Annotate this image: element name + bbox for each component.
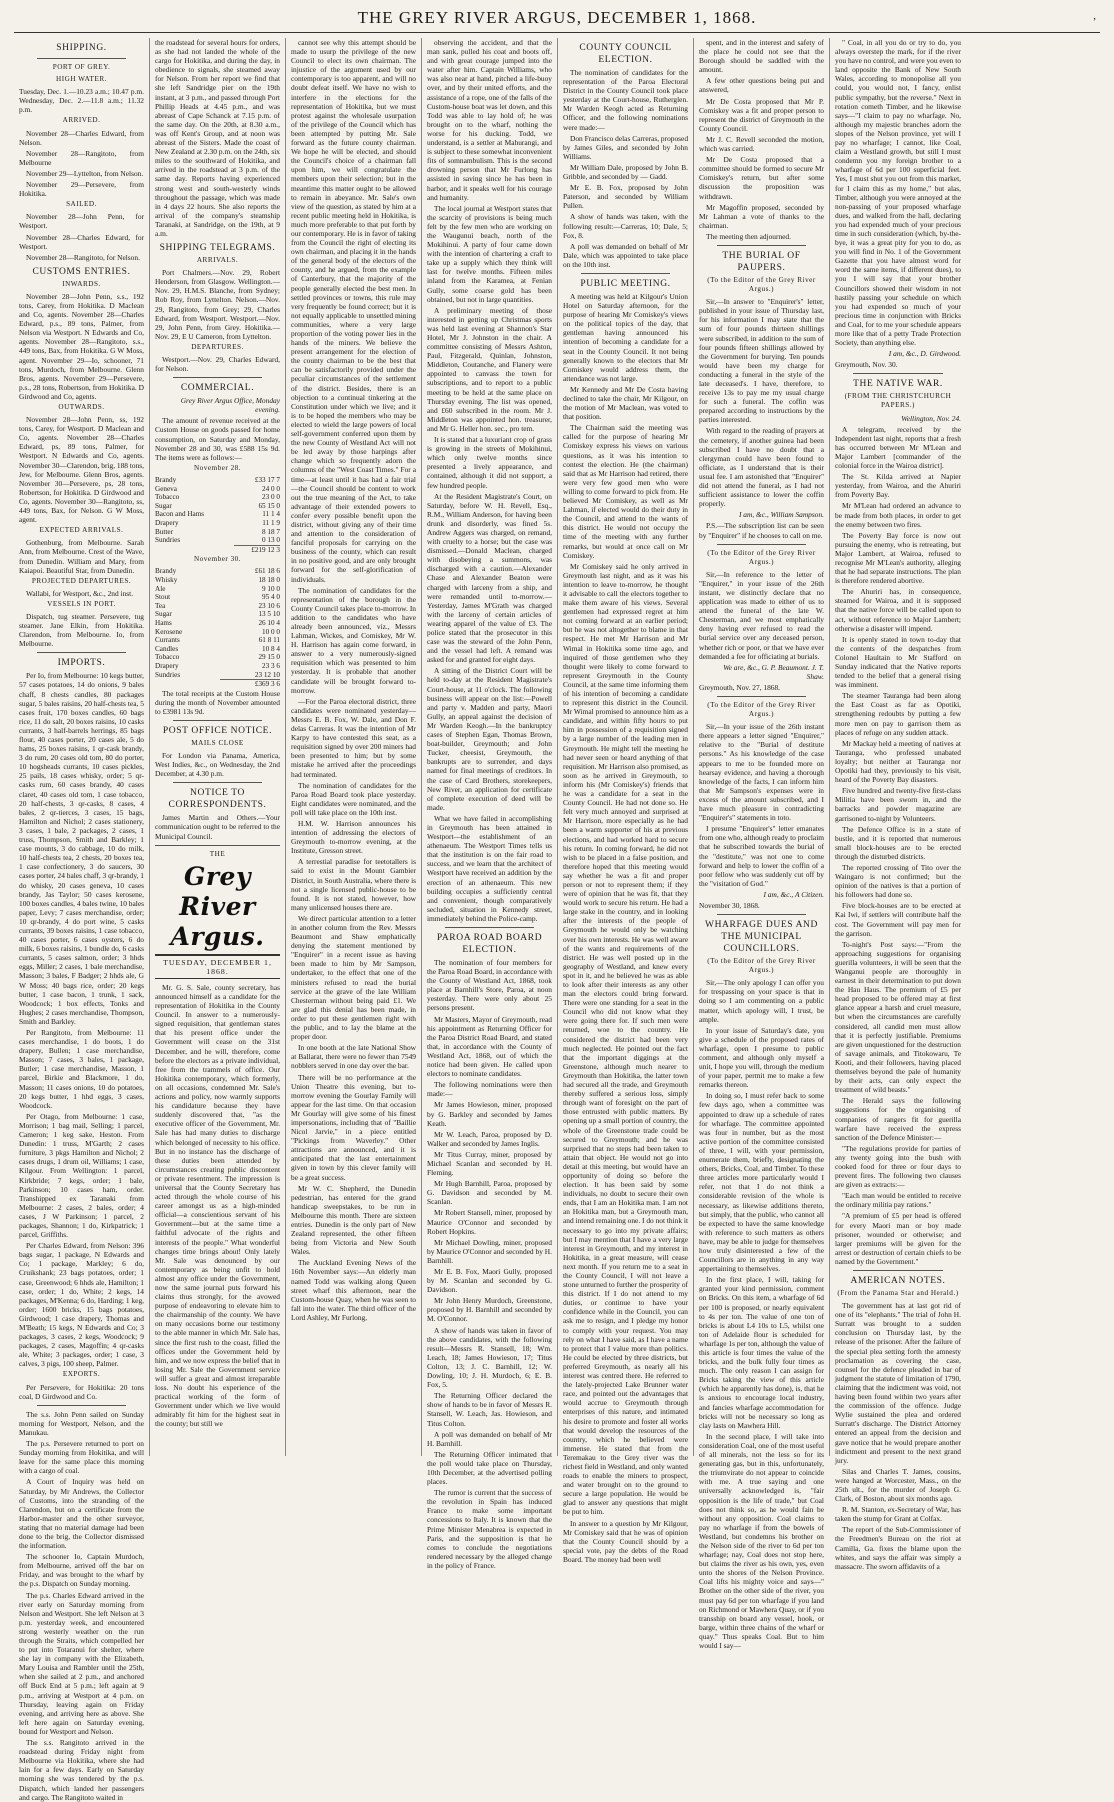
item-name: Candles — [155, 644, 179, 653]
wharfage-heading: WHARFAGE DUES AND THE MUNICIPAL COUNCILLORS. — [705, 920, 818, 955]
shipping-news-continued: the roadstead for several hours for orders, as she had not landed the whole of the cargo for Hokitika, and during the day, in obedience to signals, she steamed away for Nelson. From her report we find that she left Sandridge pier on the 19th instant, at 3 p.m., and passed through Port Phillip Heads at 4.45 p.m., and was abreast of Cape Schanck at 7.15 p.m. of the same day. On the 20th, at 8.30 a.m., was off Kent's Group, and at noon was abreast of the Sisters. Made the coast of New Zealand at 2.30 p.m. on the 24th, six miles to the southward of Hokitika, and arrived in the roadstead at 3 p.m. of the same day. Reports having experienced strong west and south-westerly winds throughout the passage, which was made in 4 days 22 hours. She also reports the arrival of the company's steamship Taranaki, at Sandridge, on the 19th, at 9 a.m. — [155, 38, 280, 238]
letter-paragraph: In doing so, I must refer back to some few days ago, when a committee was appointed to draw up a schedule of rates for wharfage. The committee appointed was four in number, but as the most active portion of the committee consisted of three, I will, with your permission, enumerate them, briefly, designating the others, Bricks, Coal, and Timber. To these three articles more particularly would I refer, not that I do not think a considerable revision of the whole is necessary, as likewise additions thereto, but simply, that the public, who cannot all be expected to have the same knowledge with reference to such matters as others have, may be able to judge for themselves how truly disinterested a few of the Councillors are in anything in any way appertaining to themselves. — [699, 1091, 824, 1274]
american-notes-source: (From the Panama Star and Herald.) — [837, 1289, 959, 1297]
article-paragraph: It is openly stated in town to-day that the contents of the despatches from Colonel Haultain to Mr Stafford on Sunday indicated that the Native reports tended to the belief that a general rising was imminent. — [835, 634, 961, 690]
item-name: Tobacco — [155, 493, 180, 502]
imports-text: Per Charles Edward, from Nelson: 396 bags sugar, 1 package, N Edwards and Co; 1 package, Markley; 6 do, Cruikshank; 23 bags potatoes, order; 1 case, Greenwood; 6 hhds ale, Hamilton; 1 case, order; 1 do, White; 2 kegs, 14 packages, M'Kenna; 6 do, Harding; 1 keg, order; 1600 bricks, 15 bags potatoes, Girdwood; 1 case drapery, Thomas and M'Beath; 15 kegs, N Edwards and Co; 3 packages, 3 cases, 2 kegs, Woodcock; 9 packages, 2 cases, Magoffin; 4 qr-casks ale, White; 3 packages, order; 1 case, 3 calves, 3 pigs, 100 sheep, Palmer. — [19, 1241, 144, 1369]
item-name: Sugar — [155, 501, 172, 510]
item-name: Kerosene — [155, 627, 183, 636]
table-row — [155, 593, 280, 602]
article-paragraph: H.M. W. Harrison announces his intention of addressing the electors of Greymouth to-morrow evening, at the Institute, Gresson street. — [291, 818, 416, 856]
item-amount: 10 8 4 — [262, 644, 280, 653]
telegram-departures: Westport.—Nov. 29, Charles Edward, for Nelson. — [155, 355, 280, 374]
shipping-news: The schooner Io, Captain Murdoch, from Melbourne, arrived off the bar on Friday, and was brought to the wharf by the p.s. Dispatch on Sunday morning. — [19, 1552, 144, 1589]
signature: I am, &c., A Citizen. — [763, 889, 824, 899]
article-paragraph: R. M. Stanton, ex-Secretary of War, has taken the stump for Grant at Colfax. — [835, 1505, 961, 1524]
divider — [853, 1270, 943, 1271]
item-name: Currants — [155, 636, 180, 645]
letter-paragraph: I presume "Enquirer's" letter emanates from one who, although ready to proclaim that he subscribed towards the burial of the "destitute," was not one to come forward and help to lower the coffin of a poor fellow who was suddenly cut off by the "visitation of God." — [699, 824, 824, 888]
table-row — [155, 610, 280, 619]
paupers-heading: THE BURIAL OF PAUPERS. — [722, 250, 801, 273]
item-name: Sundries — [155, 536, 181, 545]
revenue-table-nov28 — [155, 476, 280, 554]
table-row — [155, 485, 280, 494]
article-paragraph: Mr W. Leach, Paroa, proposed by D. Walker and seconded by James Inglis. — [427, 1129, 552, 1148]
shipping-news: The s.s. John Penn sailed on Sunday morning for Westport, Nelson, and the Manukau. — [19, 1409, 144, 1437]
article-paragraph: Mr De Costa proposed that Mr P. Comiskey was a fit and proper person to represent the district of Greymouth in the County Council. — [699, 96, 824, 133]
imports-text: Per Io, from Melbourne: 10 kegs butter, 57 cases potatoes, 14 do onions, 9 bales chaff, 8 chests candles, 80 packages sugar, 5 bales raisins, 20 half-chests tea, 5 cases fruit, 170 boxes candles, 60 bags rice, 11 do salt, 20 boxes raisins, 10 casks currants, 3 half-barrels herrings, 85 bags flour, 40 cases porter, 20 cases ale, 5 do hams, 25 boxes raisins, 1 qr-cask brandy, 3 do rum, 20 cases old tom, 80 do porter, 10 hogsheads currants, 10 cases pickles, 25 pails, 18 cases whisky, order; 5 qr-casks rum, 60 cases brandy, 40 cases claret, 40 cases old tom, 1 case tobacco, 20 half-chests, 3 qr-casks, 8 cases, 4 bales, 2 qr-tierces, 3 cases, 15 bags, Hamilton and Nichol; 2 cases stationery, 3 cases, 1 bale, 2 packages, 2 cases, 1 truss, Thompson, Smith and Barkley; 1 case mounts, 3 do cabbage, 10 do milk, 10 half-chests tea, 2 chests, 20 boxes tea, 1 case confectionery, 3 do saucers, 30 cases porter, 24 bales chaff, 3 qr-brandy, 1 do whisky, 20 cases geneva, 10 cases brandy, Jas Taylor; 50 cases kerosene, 100 boxes candles, 4 bales twine, 10 bales paper, Levy; 7 cases merchandise, order; 10 qr-brandy, 4 do port wine, 5 casks currants, 39 boxes raisins, 1 case tobacco, 40 cases porter, 6 cases oysters, 6 do milk, 6 boxes raisins, 1 bundle do, 6 casks currants, 5 cases salmon, order; 3 hhds eggs, Miller; 2 cases, 1 bale merchandise, Masson; 3 bales, F Badger; 2 hhds ale, G W Moss; 40 bags rice, order; 20 kegs butter, 1 case bacon, 1 trunk, 1 sack, Woodcock; 1 box effects, Tonks and Hughes; 2 cases merchandise, Thompson, Smith and Barkley. — [19, 671, 145, 1026]
item-amount: 23 10 6 — [258, 601, 280, 610]
expected-heading: EXPECTED ARRIVALS. — [39, 526, 124, 535]
customs-heading: CUSTOMS ENTRIES. — [32, 266, 131, 277]
native-war-source: (FROM THE CHRISTCHURCH PAPERS.) — [844, 392, 952, 410]
table-row — [155, 502, 280, 511]
item-name: Ale — [155, 584, 166, 593]
arrivals-heading: ARRIVALS. — [196, 256, 239, 265]
article-paragraph: Mr James Howieson, miner, proposed by G. Barkley and seconded by James Keath. — [427, 1100, 552, 1128]
article-paragraph: A few other questions being put and answered, — [699, 76, 824, 95]
list-item: November 28—Charles Edward, from Nelson. — [19, 128, 144, 147]
arrived-heading: ARRIVED. — [62, 116, 101, 125]
article-paragraph: "Each man would be entitled to receive the ordinary militia pay rations." — [835, 1191, 961, 1210]
outwards-entries: November 28—John Penn, ss, 192 tons, Carey, for Westport. D Maclean and Co, agents. November 28—Charles Edward, ps, 89 tons, Palmer, for Westport. N Edwards and Co, agents. November 30—Clarendon, brig, 188 tons, Jew, for Melbourne. Glenn Bros, agents. November 30—Persevere, ps, 28 tons, Robertson, for Hokitika. D Girdwood and Co, agents. November 30—Rangitoto, ss, 449 tons, Bax, for Nelson. G W Moss, agent. — [19, 415, 145, 525]
table-row — [155, 510, 280, 519]
article-paragraph: Mr M'Lean had ordered an advance to be made from both places, in order to get the enemy between two fires. — [835, 501, 961, 529]
item-name: Whisky — [155, 575, 178, 584]
article-paragraph: A telegram, received by the Independent last night, reports that a fresh has occurred between Mr M'Lean and Major Lambert [commander of the colonial force in the Wairoa district]. — [835, 424, 961, 471]
editor-line: (To the Editor of the Grey River Argus.) — [707, 701, 816, 719]
divider — [717, 696, 806, 697]
article-paragraph: Mr John Henry Murdoch, Greenstone, proposed by H. Barnhill and seconded by M. O'Connor. — [427, 1296, 552, 1324]
item-amount: 61 8 11 — [258, 636, 280, 645]
article-paragraph: The St. Kilda arrived at Napier yesterday, from Wairoa, and the Ahuriri from Poverty Bay. — [835, 472, 961, 500]
table-row — [155, 493, 280, 502]
editor-line: (To the Editor of the Grey River Argus.) — [707, 275, 816, 294]
item-amount: 11 1 4 — [262, 510, 280, 519]
article-paragraph: The rumor is current that the success of the revolution in Spain has induced France to make some important concessions to Italy. It is known that the Prime Minister Menabrea is expected in Paris, and the supposition is that he comes to conclude the negotiations rendered necessary by the alleged change in the policy of France. — [427, 1488, 552, 1570]
table-row — [155, 476, 280, 485]
departures-heading: DEPARTURES. — [191, 342, 244, 351]
imports-text: Per Rangitoto, from Melbourne: 11 cases merchandise, 1 do boots, 1 do drapery, Bullen; 1 case merchandise, Masson; 7 cases, 3 bales, 1 package, Butler; 1 case merchandise, Masson, 1 parcel, Birkie and Blackmore, 1 do, Masson; 11 cases onions, 10 do potatoes, 20 kegs butter, 1 hhd eggs, 3 cases, Woodcock. — [19, 1028, 144, 1110]
office-dateline: Grey River Argus Office, Monday evening. — [180, 396, 280, 415]
article-paragraph: The Returning Officer declared the show of hands to be in favor of Messrs R. Stansell, W. Leach, Jas. Howieson, and Titus Colton. — [427, 1391, 552, 1428]
article-paragraph: In one booth at the late National Show at Ballarat, there were no fewer than 7549 nobblers served in one day over the bar. — [291, 1043, 416, 1071]
table-row — [155, 671, 280, 680]
native-war-dateline: Wellington, Nov. 24. — [901, 413, 961, 423]
divider — [717, 914, 806, 915]
item-name: Geneva — [155, 484, 177, 493]
commercial-heading: COMMERCIAL. — [180, 383, 255, 394]
american-notes-heading: AMERICAN NOTES. — [850, 1276, 946, 1286]
public-meeting-heading: PUBLIC MEETING. — [580, 278, 671, 289]
article-paragraph: Mr Magoffin proposed, seconded by Mr Lahman a vote of thanks to the chairman. — [699, 202, 824, 230]
divider — [37, 652, 126, 653]
letter-paragraph: Sir,—In answer to "Enquirer's" letter, published in your issue of Thursday last, for his information I may state that the sum of four pounds thirteen shillings were subscribed, in addition to the sum of four pounds fifteen shillings allowed by the Government for burying. Ten pounds would have been my charge for conducting a funeral in the style of the late deceased's. I have, therefore, to receive 13s to pay me my usual charge for such a funeral. The coffin was prepared according to instructions by the parties interested. — [699, 297, 824, 425]
list-item: November 28—Rangitoto, for Nelson. — [26, 252, 140, 262]
article-paragraph: The government has at last got rid of one of its "elephants." The trial of John H. Surratt was brought to a sudden conclusion on Thursday last, by the release of the prisoner. After the failure of the special plea setting forth the amnesty proclamation as covering the case, counsel for the defence pleaded in bar of judgment the statute of limitation of 1790, claiming that the indictment was void, not having been found within two years after the commission of the offence. Judge Wylie sustained the plea and ordered Surratt's discharge. The District Attorney entered an appeal from the decision and gave notice that he would prepare another indictment and present to the next grand jury. — [835, 1301, 961, 1465]
article-paragraph: The following nominations were then made:— — [427, 1080, 552, 1099]
letter-paragraph: With regard to the reading of prayers at the cemetery, if another guinea had been subscribed I have no doubt that a clergyman could have been found to officiate, as I understand that is their usual fee. I am astonished that "Enquirer" did not attend the funeral, as I had not sufficient assistance to lower the coffin properly. — [699, 426, 824, 509]
item-amount: 9 10 0 — [262, 584, 280, 593]
revenue-intro: The amount of revenue received at the Custom House on goods passed for home consumption, on Saturday and Monday, November 28 and 30, was £588 15s 9d. The items were as follows:— — [155, 416, 280, 462]
shipping-heading: SHIPPING. — [56, 43, 107, 53]
item-amount: 23 3 6 — [262, 661, 280, 670]
letter-date: November 30, 1868. — [699, 900, 760, 910]
item-name: Tobacco — [155, 653, 180, 662]
column-2 — [150, 38, 286, 1456]
article-paragraph: Mr Mackay held a meeting of natives at Tauranga, who professed unabated loyalty; but neither at Tauranga nor Opotiki had they, previously to his visit, heard of the Poverty Bay disasters. — [835, 738, 961, 785]
article-paragraph: The reported crossing of Tito over the Waingaro is not confirmed; but the opinion of the natives is that a portion of his followers had done so. — [835, 862, 961, 900]
projected-departures: Wallabi, for Westport, &c., 2nd inst. — [26, 588, 134, 598]
article-paragraph: Mr Masters, Mayor of Greymouth, read his appointment as Returning Officer for the Paroa District Road Board, and stated that, in accordance with the County of Westland Act, 1868, out of which the notice had been given. He called upon electors to nominate candidates. — [427, 1014, 552, 1079]
imports-text: Per Otago, from Melbourne: 1 case, Morrison; 1 bag mail, Selling; 1 parcel, Cameron; 1 keg sake, Heston. From Dunedin: 1 truss, M'Garth; 2 cases furniture, 3 pkgs Hamilton and Nichol; 2 cases drugs, 1 drum oil, Williams; 1 case, Kilgour. From Wellington: 1 parcel, Kirkbride; 7 kegs, order; 1 bale, Parkinson; 10 cases ham, order. Transhipped ex Taranaki from Melbourne: 2 cases, 2 bales, order; 4 cases, J W Parkinson; 1 parcel, 2 packages, Shannon; 1 do, Kirkpatrick; 1 parcel, Griffiths. — [19, 1111, 144, 1240]
letter-paragraph: In the second place, I will take into consideration Coal, one of the most useful of all minerals, not the less so for its generating gas, but in this, unfortunately, the triumvirate do not appear to coincide with me. A true saying and one universally acknowledged is, "fair opposition is the life of trade," but Coal does not think so, as he would fain be without any opposition. Coal claims to pay no wharfage if from the bowels of Westland, but condemns his brother on the Nelson side of the river to 6d per ton wharfage; nay, Coal does not stop here, but claims the river as his own, yes, even unto the shores of the Nelson Province. Coal lifts his mighty voice and says—" Brother on the other side of the river, you must pay 6d per ton wharfage if you land on Richmond or Mawhera Quay, or if you transship on board any vessel, hook, or barge, within three chains of the wharf or quay." Thus speaks Coal. But to him would I say— — [699, 1431, 824, 1650]
table-row — [155, 567, 280, 576]
post-office-heading: POST OFFICE NOTICE. — [162, 725, 273, 736]
column-7 — [830, 38, 966, 1571]
total-amount: £219 12 3 — [234, 545, 280, 554]
divider — [717, 245, 806, 246]
table-row — [155, 645, 280, 654]
list-item: November 29—Persevere, from Hokitika. — [19, 180, 144, 199]
article-paragraph: The nomination of four members for the Paroa Road Board, in accordance with the County of Westland Act, 1868, took place at Barnhill's Store, Paroa, at noon yesterday. There were only about 25 persons present. — [427, 958, 552, 1013]
article-paragraph: A terrestial paradise for teetotallers is said to exist in the Mount Gambier District, in South Australia, where there is not a single licensed public-house to be found. It is not stated, however, how many unlicensed houses there are. — [291, 857, 416, 912]
county-council-heading: COUNTY COUNCIL ELECTION. — [579, 43, 672, 65]
shipping-news: The p.s. Charles Edward arrived in the river early on Saturday morning from Nelson and Westport. She left Nelson at 3 p.m. yesterday week, and encountered strong westerly weather on the run through the Straits, which compelled her to put into Totaranui for shelter, where she lay in company with the Elizabeth, Mary Louisa and Rambler until the 25th, when she sailed at 2 p.m., and anchored off Buck End at 5 p.m.; left again at 9 p.m., arriving at Westport at 4 p.m. on Thursday, leaving again on Friday evening, and arriving here as above. She left here again on Saturday evening, bound for Westport and Nelson. — [19, 1590, 144, 1736]
total-amount: £369 3 6 — [220, 680, 280, 689]
article-paragraph: The nomination of candidates for the representation of the Paroa Electoral District in the County Council took place yesterday at the Court-house, Rutherglen. Mr Warden Keogh acted as Returning Officer, and the following nominations were made:— — [563, 68, 688, 132]
article-paragraph: It is stated that a luxuriant crop of grass is growing in the streets of Mokihinui, which only twelve months since presented a lively appearance, and contained, although it did not support, a few hundred people. — [427, 435, 552, 490]
high-water-times: Tuesday, Dec. 1.—10.23 a.m.; 10.47 p.m. Wednesday, Dec. 2.—11.8 a.m.; 11.32 p.m. — [19, 87, 144, 115]
column-4 — [422, 38, 558, 1570]
editor-line: (To the Editor of the Grey River Argus.) — [707, 957, 816, 975]
correspondents-notice: James Martin and Others.—Your communication ought to be referred to the Municipal Council. — [155, 813, 280, 841]
item-amount: 29 15 0 — [258, 653, 280, 662]
table-row — [155, 662, 280, 671]
item-amount: 95 4 0 — [262, 593, 280, 602]
table-row — [155, 602, 280, 611]
table-row — [155, 536, 280, 545]
postscript: P.S.—The subscription list can be seen by "Enquirer" if he chooses to call on me. — [699, 521, 824, 540]
article-paragraph: Mr Michael Dowling, miner, proposed by Maurice O'Connor and seconded by H. Barnhill. — [427, 1237, 552, 1265]
article-paragraph: Five block-houses are to be erected at Kai Iwi, if settlers will contribute half the cost. The Government will pay men for the garrison. — [835, 901, 961, 938]
article-paragraph: The Ahuriri has, in consequence, steamed for Wairoa, and it is supposed that the native force will be called upon to act, without reference to Major Lambert; otherwise a disaster will impend. — [835, 587, 961, 633]
item-amount: 8 18 7 — [262, 527, 280, 536]
table-row — [155, 636, 280, 645]
shipping-news: The p.s. Persevere returned to port on Sunday morning from Hokitika, and will leave for the same place this morning with a cargo of coal. — [19, 1439, 144, 1476]
newspaper-page — [14, 38, 1102, 1802]
item-amount: 0 13 0 — [262, 536, 280, 545]
column-5 — [558, 38, 694, 1564]
nov28-heading: November 28. — [193, 463, 242, 472]
shipping-news: The s.s. Rangitoto arrived in the roadstead during Friday night from Melbourne via Hokitika, where she had lain for a few days. Early on Saturday morning she was tendered by the p.s. Dispatch, which landed her passengers and cargo. The Rangitoto waited in — [19, 1738, 144, 1802]
article-paragraph: A meeting was held at Kilgour's Union Hotel on Saturday afternoon, for the purpose of hearing Mr Comiskey's views on the political topics of the day, that gentleman having announced his intention of becoming a candidate for a seat in the County Council. It not being generally known to the electors that Mr Comiskey would address them, the attendance was not large. — [563, 291, 688, 383]
correspondents-heading: NOTICE TO CORRESPONDENTS. — [168, 788, 267, 811]
item-name: Sugar — [155, 610, 172, 619]
article-paragraph: What we have failed in accomplishing in Greymouth has been attained in Westport—the establishment of an athenaeum. The Westport Times tells us that the institution is on the fair road to success, and we learn that the architect of Westport have received an addition by the erection of an athenaeum. This new building occupies a sufficiently central and convenient, though comparatively secluded, situation in Kennedy street, immediately behind the Police-camp. — [427, 813, 552, 923]
table-row — [155, 628, 280, 637]
signature: I am, &c., D. Girdwood. — [888, 349, 961, 359]
item-amount: 13 5 10 — [258, 610, 280, 619]
projected-heading: PROJECTED DEPARTURES. — [31, 576, 132, 585]
article-paragraph: Mr E. B. Fox, Maori Gully, proposed by M. Scanlan and seconded by G. Davidson. — [427, 1267, 552, 1295]
article-paragraph: The Poverty Bay force is now out pursuing the enemy, who is retreating, but Major Lambert, at Wairoa, refused to recognise Mr M'Lean's authority, alleging that he had separate instructions. The plan is therefore rendered abortive. — [835, 530, 961, 586]
table-total-row — [155, 680, 280, 689]
item-amount: 11 1 9 — [262, 518, 280, 527]
item-amount: 24 0 0 — [262, 484, 280, 493]
article-paragraph: Mr De Costa proposed that a committee should be formed to secure Mr Comiskey's return, but after some discussion the proposition was withdrawn. — [699, 155, 824, 201]
column-1 — [14, 38, 150, 1802]
divider — [581, 273, 670, 274]
table-row — [155, 653, 280, 662]
article-paragraph: observing the accident, and that the man sank, pulled his coat and boots off, and with great courage jumped into the water after him. Captain Williams, who was also near at hand, pitched a life-buoy over, and by their united efforts, and the assistance of a rope, one of the falls of the Custom-house boat was let down, and this Todd was able to lay hold of; he was brought on to the wharf, nothing the worse for his ducking. Todd, we understand, is a settler at Mahurangi, and is subject to these somewhat inconvenient fits of somnambulism. This is the second drowning person that Mr Furlong has assisted in saving since he has been in harbor, and it speaks well for his courage and humanity. — [427, 38, 553, 202]
article-paragraph: —For the Paroa electoral district, three candidates were nominated yesterday—Messrs E. B. Fox, W. Dale, and Don F. delas Carreras. It was the intention of Mr Karpy to have contested this seat, as a requisition signed by over 200 miners had been presented to him; but by some mistake he arrived after the proceedings had terminated. — [291, 696, 416, 779]
article-paragraph: The Returning Officer intimated that the poll would take place on Thursday, 10th December, at the advertised polling places. — [427, 1449, 552, 1487]
post-office-notice: For London via Panama, America, West Indies, &c., on Wednesday, the 2nd December, at 4.30 p.m. — [155, 751, 280, 779]
table-row — [155, 576, 280, 585]
article-paragraph: Mr Hugh Barnhill, Paroa, proposed by G. Davidson and seconded by M. Scanlan. — [427, 1179, 552, 1207]
item-name: Brandy — [155, 567, 177, 576]
article-paragraph: Mr E. B. Fox, proposed by John Paterson, and seconded by William Pullen. — [563, 183, 688, 211]
article-paragraph: A preliminary meeting of those interested in getting up Christmas sports was held last evening at Shannon's Star Hotel, Mr J. Johnston in the chair. A committee consisting of Messrs Ashton, Paul, Fitzgerald, Quinlan, Johnston, Middleton, Coutanche, and Flanery were appointed to canvass the town for subscriptions, and to report to a public meeting to be held at the same place on Thursday evening. The list was opened, and £60 subscribed in the room. Mr J. Middleton was appointed hon. treasurer, and Mr G. Heller hon. sec., pro tem. — [427, 305, 552, 433]
article-paragraph: Mr William Dale, proposed by John B. Gribble, and seconded by — Gadd. — [563, 162, 688, 182]
item-name: Brandy — [155, 475, 177, 484]
article-paragraph: The Herald says the following suggestions for the organising of companies of rangers fit for guerilla warfare have received the express sanction of the Defence Minister:— — [835, 1096, 961, 1142]
total-label-cell — [155, 545, 234, 554]
sailed-heading: SAILED. — [66, 200, 97, 209]
table-row — [155, 619, 280, 628]
outwards-heading: OUTWARDS. — [58, 403, 105, 411]
imports-heading: IMPORTS. — [57, 658, 106, 669]
article-paragraph: cannot see why this attempt should be made to usurp the privilege of the new Council to elect its own chairman. The injustice of the argument used by our contemporary is too apparent, and will no doubt defeat itself. We have no wish to interfere in the elections for the representation of Hokitika, but we must protest against the wholesale usurpation of the privilege of the Council which has been attempted by putting Mr. Sale forward as the future county chairman. We hope he will be elected, and should the Council's choice of a chairman fall upon him, we will congratulate the members upon their selection; but in the meantime this matter ought to be allowed to remain in abeyance. Mr. Sale's own view of the question, as stated by him at a recent public meeting held in Hokitika, is much more preferable to that put forth by our contemporary. He is in favor of taking from the Council the right of electing its own chairman, and placing it in the hands of the general body of the electors of the county, and he argued, from the example of Canterbury, that the majority of the people generally elected the best men. In settled provinces or towns, this rule may very frequently be found correct; but it is not equally applicable to unsettled mining communities, where a very large proportion of the voting power lies in the hands of the miners. We believe the present arrangement for the election of the county chairman to be the best that can be satisfactorily provided under the peculiar circumstances of the settlement of the district. Besides, there is an objection to a continual tinkering at the Constitution under which we live; and it is to be hoped the members who may be elected to wield the large powers of local self-government conferred upon them by the new County of Westland Act will not be led away by those harpings after change which so frequently adorn the columns of the "West Coast Times." For a time—at least until it has had a fair trial—the Council should be content to work out the true meaning of the Act, to take advantage of their extended powers to confer every possible benefit upon the district, without giving any of their time and attention to the consideration of fanciful proposals for carrying on the business of the county, which can result in no positive good, and are only brought forward for the self-glorification of individuals. — [291, 38, 416, 584]
port-heading: PORT OF GREY. — [52, 63, 111, 71]
exports-text: Per Persevere, for Hokitika: 20 tons coal, D Girdwood and Co. — [19, 1382, 144, 1401]
article-paragraph: The local journal at Westport states that the scarcity of provisions is being much felt by the few men who are working on the Waugunui beach, north of the Mokihinui. A party of four came down with the intention of chartering a craft to take up a supply which they think will last for twelve months. Fifteen miles inland from the Karamea, at Fenian Gully, some coarse gold has been obtained, but not in large quantities. — [427, 203, 552, 304]
table-row — [155, 585, 280, 594]
item-amount: 23 12 10 — [254, 670, 280, 679]
article-paragraph: The report of the Sub-Commissioner of the Freedmen's Bureau on the riot at Camilla, Ga. fixes the blame upon the whites, and says the affair was simply a massacre. The sworn affidavits of a — [835, 1525, 961, 1571]
article-paragraph: Mr Kennedy and Mr De Costa having declined to take the chair, Mr Kilgour, on the motion of Mr Maclean, was voted to that position. — [563, 384, 688, 422]
item-amount: 65 15 0 — [258, 501, 280, 510]
article-paragraph: At the Resident Magistrate's Court, on Saturday, before W. H. Revell, Esq., R.M., William Anderson, for having been drunk and disorderly, was fined 5s. Andrew Aggers was charged, on remand, with cruelty to a horse; but the case was dismissed.—Donald Maclean, charged with disobeying a summons, was discharged with a caution.—Alexander Chase and Alexander Beaton were charged with larceny from a ship, and were remanded until to-morrow.—Yesterday, James M'Grath was charged with the larceny of certain articles of wearing apparel of the value of £3. The police stated that the prosecutor in this case was the steward of the John Penn, and the vessel had left. A remand was asked for and granted for eight days. — [427, 491, 552, 665]
item-name: Drapery — [155, 661, 179, 670]
article-paragraph: There will be no performance at the Union Theatre this evening, but to-morrow evening the Gourlay Family will appear for the last time. On that occasion Mr Gourlay will give some of his finest impersonations, including that of "Baillie Nicol Jarvie," in a piece entitled "Pickings from Waverley." Other attractions are announced, and it is anticipated that the last entertainment given in town by this clever family will be a great success. — [291, 1072, 416, 1182]
page-title: THE GREY RIVER ARGUS, DECEMBER 1, 1868. — [357, 8, 757, 27]
total-label-cell — [155, 680, 220, 689]
divider — [173, 377, 262, 378]
telegrams-heading: SHIPPING TELEGRAMS. — [159, 243, 276, 254]
leading-article: Mr. G. S. Sale, county secretary, has announced himself as a candidate for the representation of Hokitika in the County Council. In answer to a numerously-signed requisition, that gentleman states that his present office under the Government will cease on the 31st December, and he will, therefore, come before the electors as a private individual, free from the trammels of office. Our Hokitika contemporary, which formerly, on all occasions, condemned Mr. Sale's actions and policy, now warmly supports his candidature because they have suddenly discovered that, "as the executive officer of the Government, Mr. Sale has had many duties to discharge which belonged of necessity to his office. But in no instance has the discharge of these duties been attended by circumstances creating public discontent or private resentment. The impression is universal that the County Secretary has acted through the whole course of his career amongst us as a high-minded official—a conscientious servant of his Government—but at the same time a faithful advocate of the rights and interests of the people." What wonderful changes time brings about! Only lately Mr. Sale was denounced by our contemporary as being unfit to hold almost any office under the Government, now the same journal puts forward his claims thus strongly, for the avowed purpose of endeavoring to elevate him to the chairmanship of the county. We have on many occasions borne our testimony to the able manner in which Mr. Sale has, since the first rush to the coast, filled the offices under the Government held by him, and we now express the belief that in losing Mr. Sale the Government service will suffer a great and almost irreparable loss. No doubt his experience of the practical working of the form of Government under which we live would admirably fit him for the highest seat in the county; but still we — [155, 982, 280, 1429]
article-paragraph: A poll was demanded on behalf of Mr H. Barnhill. — [427, 1429, 552, 1448]
inwards-entries: November 28—John Penn, s.s., 192 tons, Carey, from Hokitika. D Maclean and Co, agents. November 28—Charles Edward, p.s., 89 tons, Palmer, from Nelson via Westport. N Edwards and Co, agents. November 28—Rangitoto, s.s., 449 tons, Bax, from Hokitika. G W Moss, agent. November 29—Io, schooner, 71 tons, Murdoch, from Melbourne. Glenn Bros, agents. November 29—Persevere, p.s., 28 tons, Robertson, from Hokitika. D Girdwood and Co, agents. — [19, 291, 144, 401]
article-paragraph: spent, and in the interest and safety of the place he could not see that the Borough should be saddled with the amount. — [699, 38, 824, 75]
article-paragraph: The Chairman said the meeting was called for the purpose of hearing Mr Comiskey express his views on various questions, as it was his intention to contest the election. He (the chairman) said that as Mr Harrison had retired, there were very few good men who were willing to come forward to pick from. He believed Mr Comiskey, as well as Mr Lahman, if elected would do their duty in the Council, and attend to the wants of this district. He would not occupy the time of the meeting with any further remarks, but would at once call on Mr Comiskey. — [563, 423, 688, 560]
list-item: November 28—Rangitoto, from Melbourne — [19, 148, 144, 167]
item-name: Butter — [155, 527, 173, 536]
table-row — [155, 528, 280, 537]
vessels-heading: VESSELS IN PORT. — [47, 599, 116, 608]
article-paragraph: A poll was demanded on behalf of Mr Dale, which was appointed to take place on the 10th inst. — [563, 241, 688, 269]
letter-date: Greymouth, Nov. 27, 1868. — [699, 682, 781, 692]
folio-right: , — [1093, 10, 1096, 22]
exports-heading: EXPORTS. — [62, 1370, 101, 1379]
inwards-heading: INWARDS. — [62, 279, 101, 288]
letter-paragraph: Sir,—In reference to the letter of "Enquirer," in your issue of the 26th instant, we distinctly declare that no application was made to either of us to attend the funeral of the late W. Chesterman, and we most emphatically deny having ever refused to read the burial service over any deceased person, whether rich or poor, or that we have ever demanded a fee for officiating at burials. — [699, 569, 824, 661]
article-paragraph: To-night's Post says:—"From the approaching suggestions for organising guerilla volunteers, it will be seen that the Wanganui people are thoroughly in earnest in their determination to put down the Hau Haus. The premium of £5 per head proposed to be offered may at first glance appear a harsh and cruel measure, but when the circumstances are carefully considered, all candid men must allow that it is perfectly justifiable. Premiums are given unquestioned for the destruction of savage animals, and Titokowaru, Te Kooti, and their followers, having placed themselves beyond the pale of humanity by their acts, can only expect the treatment of wild beasts." — [835, 939, 961, 1095]
article-paragraph: Mr J. C. Revell seconded the motion, which was carried. — [699, 134, 824, 154]
item-name: Stout — [155, 593, 171, 602]
nameplate-the: THE — [209, 849, 226, 858]
paroa-heading: PAROA ROAD BOARD ELECTION. — [436, 933, 543, 955]
item-amount: 26 10 4 — [258, 618, 280, 627]
high-water-heading: HIGH WATER. — [56, 75, 107, 84]
item-amount: £61 18 6 — [254, 567, 280, 576]
item-amount: £33 17 7 — [254, 475, 280, 484]
article-paragraph: The steamer Tauranga had been along the East Coast as far as Opotiki, strengthening redoubts by putting a few more men on pay to garrison them as places of refuge on any sudden attack. — [835, 691, 961, 737]
item-name: Drapery — [155, 518, 179, 527]
article-paragraph: The Defence Office is in a state of bustle, and it is reported that numerous small block-houses are to be erected through the disturbed districts. — [835, 824, 961, 861]
table-row — [155, 519, 280, 528]
expected-arrivals: Gothenburg, from Melbourne. Sarah Ann, from Melbourne. Crest of the Wave, from Dunedin. William and Mary, from Kaiapoi. Beautiful Star, from Dunedin. — [19, 538, 144, 575]
mails-close-heading: MAILS CLOSE — [191, 738, 244, 747]
letter-date: Greymouth, Nov. 30. — [835, 360, 898, 370]
vessels-in-port: Dispatch, tug steamer. Persevere, tug steamer. Jane Elkin, from Hokitika. Clarendon, from Melbourne. Io, from Melbourne. — [19, 611, 144, 649]
divider — [173, 782, 262, 783]
letter-paragraph: In your issue of Saturday's date, you give a schedule of the proposed rates of wharfage, open I presume to public comment, and although only myself a unit, I hope you will, through the medium of your paper, permit me to make a few remarks thereon. — [699, 1025, 824, 1090]
issue-dateline: TUESDAY, DECEMBER 1, 1868. — [155, 954, 280, 979]
column-6 — [694, 38, 830, 1650]
signature: I am, &c., William Sampson. — [739, 510, 824, 520]
article-paragraph: A sitting of the District Court will be held to-day at the Resident Magistrate's Court-house, at 11 o'clock. The following business will appear on the list:—Powell and party v. Madden and party, Maori Gully, an appeal against the decision of Mr Warden Keogh.—In the bankruptcy cases of Stephen Egan, Thomas Brown, boat-builder, Greymouth; and John Tucker, cheesist, Greymouth, the bankrupts are to surrender, and days named for final meetings of creditors. In the case of Card Brothers, storekeepers, New River, an application for certificate of complete execution of deed will be made. — [427, 666, 552, 812]
item-amount: 10 0 0 — [262, 627, 280, 636]
list-item: November 28—John Penn, for Westport. — [19, 212, 144, 231]
article-paragraph: A show of hands was taken, with the following result:—Carreras, 10; Dale, 5; Fox, 8. — [563, 212, 688, 240]
divider — [173, 720, 262, 721]
article-paragraph: "The regulations provide for parties of any twenty going into the bush with cooked food for three or four days to prevent fires. The following two clauses are given as extracts:— — [835, 1143, 961, 1190]
article-paragraph: "A premium of £5 per head is offered for every Maori man or boy made prisoner, wounded or otherwise; and larger premiums will be given for the arrest or destruction of certain chiefs to be named by the Government." — [835, 1211, 961, 1266]
article-paragraph: Silas and Charles T. James, cousins, were hanged at Worcester, Mass., on the 25th ult., for the murder of Joseph G. Clark, of Boston, about six months ago. — [835, 1466, 961, 1504]
nameplate: Grey River Argus. — [170, 861, 265, 951]
nov30-heading: November 30. — [193, 555, 242, 564]
list-item: November 28—Charles Edward, for Westport. — [19, 232, 144, 251]
article-paragraph: Mr W. C. Shepherd, the Dunedin pedestrian, has entered for the grand handicap sweepstakes, to be run in Melbourne this month. There are sixteen entries. Dunedin is the only part of New Zealand represented, the other fifteen being from Victoria and New South Wales. — [291, 1183, 416, 1257]
item-amount: 18 18 0 — [258, 575, 280, 584]
signature: We are, &c., G. P. Beaumont. J. T. Shaw. — [723, 662, 824, 681]
revenue-total: The total receipts at the Custom House during the month of November amounted to £3981 13s 9d. — [155, 688, 280, 716]
article-paragraph: The nomination of candidates for the Paroa Road Board took place yesterday. Eight candidates were nominated, and the poll will take place on the 10th inst. — [291, 780, 416, 817]
editor-line: (To the Editor of the Grey River Argus.) — [707, 548, 816, 566]
item-name: Bacon and Hams — [155, 510, 205, 519]
article-paragraph: Mr Titus Curray, miner, proposed by Michael Scanlan and seconded by H. Fleming. — [427, 1149, 552, 1178]
divider — [37, 1405, 126, 1406]
revenue-table-nov30 — [155, 567, 280, 688]
article-paragraph: We direct particular attention to a letter in another column from the Rev. Messrs Beaumont and Shaw emphatically denying the statement mentioned by "Enquirer" in a recent issue as having been made to him by Mr Sampson, undertaker, to the effect that one of the ministers refused to read the burial service at the grave of the late William Chesterman without being paid £1. We are glad this denial has been made, in order to put these gentlemen right with the public, and to lay the blame at the proper door. — [291, 913, 416, 1042]
letter-paragraph: In the first place, I will, taking for granted your kind permission, comment on Bricks. On this item, a wharfage of 6d per 100 is proposed, or nearly equivalent to 4s per ton. The value of one ton of bricks is about L4 10s to L5, whilst one ton of Adelaide flour is scheduled for wharfage 1s per ton, although the value of this article is four times the value of the bricks, and the bulk fully four times as much. The only reason I can assign for Bricks taking the view of this article (which he apparently has done), is, that he is anxious to encourage local industry, and fancies wharfage accommodation for bricks will not be necessary so long as clay lasts on Mawhera Hill. — [699, 1275, 824, 1430]
list-item: November 29—Lyttelton, from Nelson. — [26, 168, 144, 178]
article-paragraph: Don Francisco delas Carreras, proposed by James Giles, and seconded by John Williams. — [563, 133, 689, 161]
item-name: Hams — [155, 618, 172, 627]
article-paragraph: The nomination of candidates for the representation of the borough in the County Council takes place to-morrow. In addition to the candidates who have already been announced, viz., Messrs Lahman, Wickes, and Comiskey, Mr W. H. Harrison has again come forward, in answer to a very numerously-signed requisition which was presented to him yesterday. It is probable that another candidate will be brought forward to-morrow. — [291, 585, 416, 695]
column-3 — [286, 38, 422, 1456]
shipping-news: A Court of Inquiry was held on Saturday, by Mr Andrews, the Collector of Customs, into the stranding of the Clarendon, but on a certificate from the Harbor-master and the other surveyor, stating that no material damage had been done to the brig, the Collector dismissed the information. — [19, 1477, 144, 1551]
item-name: Sundries — [155, 670, 181, 679]
divider — [37, 58, 126, 59]
letter-paragraph: " Coal, in all you do or try to do, you always overstep the mark, for if the river you have no control, and were you even to land opposite the Bank of New South Wales, according to monopolise all you could, you would not, I fancy, enlist public sympathy, but the reverse." Next in rotation cometh Timber, and he likewise says—"I claim to pay no wharfage. No, although my majestic branches adorn the slopes of the Nelson province, yet will I pay no wharfage; I cannot, like Coal, claim a Westland growth, but still I must condemn you my foreign brother to a wharfage of 6d per 100 superficial feet. Yes, I must shut you out from this market, for I claim this as my home," but alas, Timber, although you were annoyed at the non-passing of your proposed wharfage dues, and walked from the hall, declaring you had expended much of your precious time in such consideration (which, by-the-bye, it was a great pity for you to do, as you will find in No. 1 of the Government Gazette that you have almost word for word the same items, if different dues), to you I will say that your brother Councillors showed their wisdom in not hastily passing your schedule on which you had expended so much of your precious time in conjunction with Bricks and Coal, for to me your schedule appears more like that of a petty Trade Protection Society, than anything else. — [835, 38, 961, 348]
article-paragraph: Mr Comiskey said he only arrived in Greymouth last night, and as it was his intention to leave to-morrow, he thought it advisable to call the electors together to make them aware of his views. Several gentlemen had expressed regret at him not coming forward at an earlier period; but he was not altogether to blame in that respect. He met Mr Harrison and Mr Wimal in Hokitika some time ago, and inquired of those gentlemen who they thought were likely to come forward to represent Greymouth in the County Council, at the same time informing them of his intention of becoming a candidate to represent this district in the Council. Mr Wimal promised to announce him as a candidate, and within fifty hours to put him in possession of a requisition signed by a large number of the leading men in Greymouth. He might tell the meeting he had never seen or heard anything of that requisition. Mr Harrison also promised, as soon as he arrived in Greymouth, to inform his (Mr Comiskey's) friends that he was a candidate for a seat in the County Council. He had not done so. He felt very much annoyed and surprised at Mr Harrison, more especially as he had been a warm supporter of his at previous elections, and had worked hard to secure his return. In coming forward, he did not wish to be placed in a false position, and therefore hoped that this meeting would say whether he was a fit and proper person or not to represent them; if they were of opinion that he was fit, that they would work to secure his return. He had a large stake in the country, and in looking after the interests of the people of Greymouth he would only be watching over his own interests. He was well aware of the wants and requirements of the district. He was well posted up in the geography of Westland, and knew every spot in it, and he believed he was as able to look after their interests as any other man the electors could bring forward. There were one standing for a seat in the Council who did not know what they were going there for. If such men were returned, woe to the country. He considered the district had been very much neglected. He pointed out the fact that the important diggings at the Greenstone, although much nearer to Greymouth than Hokitika, the latter town had secured all the trade, and Greymouth thereby suffered a serious loss, simply through want of foresight on the part of those entrusted with public matters. By opening up a small portion of country, the whole of the Greenstone trade could be secured to Greymouth; and he was surprised that no steps had been taken to attain that object. He would not go into detail at this meeting, but would have an opportunity of doing so before the election. It has been said by some individuals, no doubt to secure their own ends, that I am an Hokitika man. I am not an Hokitika man, but a Greymouth man, and intend remaining one. I do not think it necessary to go into my private affairs; but I may mention that I have a very large interest in Greymouth, and my interest in Hokitika, in a great measure, will cease next month. If you return me to a seat in the County Council, I will not leave a stone unturned to further the prosperity of this district. If I do not attend to my duties, or continue to have your confidence while in the Council, you can ask me to resign, and I pledge my honor to comply with your request. You may rely on what I have said, as I have a name to protect that I value more than politics. He could be elected by three districts, but preferred Greymouth, as nearly all his interest was centred there. He referred to the lately-projected Lake Brunner water race, and pointed out the advantages that would accrue to Greymouth through enterprises of this nature, and intimated his desire to promote and foster all works that would develop the resources of the country, which he believed were immense. He stated that from the Teremakau to the Grey river was the richest field in Westland, and only wanted roads to enable the miners to prospect, and water brought on to the ground to secure a large population. He would be glad to answer any questions that might be put to him. — [563, 561, 689, 1517]
divider — [445, 927, 534, 928]
telegram-arrivals: Port Chalmers.—Nov. 29, Robert Henderson, from Glasgow. Wellington.—Nov. 29, H.M.S. Blanche, from Sydney; Rob Roy, from Lyttelton. Nelson.—Nov. 29, Rangitoto, from Grey; 29, Charles Edward, from Westport. Westport.—Nov. 29, John Penn, from Grey. Hokitika.—Nov. 29, E U Cameron, from Lyttelton. — [155, 268, 280, 341]
article-paragraph: Mr Robert Stansell, miner, proposed by Maurice O'Connor and seconded by Robert Hopkins. — [427, 1208, 552, 1236]
native-war-heading: THE NATIVE WAR. — [853, 379, 943, 390]
letter-paragraph: Sir,—The only apology I can offer you for trespassing on your space is that in doing so I am commenting on a public matter, which apology will, I trust, be ample. — [699, 978, 824, 1024]
article-paragraph: A show of hands was taken in favor of the above candidates, with the following result—Messrs R. Stansell, 18; Wm. Leach, 18; James Howieson, 17; Titus Colton, 13; J. C. Barnhill, 12; W. Dowling, 10; J. H. Murdoch, 6; E. B. Fox, 5. — [427, 1325, 552, 1390]
article-paragraph: Five hundred and twenty-five first-class Militia have been sworn in, and the barracks and powder magazine are garrisoned to-night by Volunteers. — [835, 786, 961, 823]
article-paragraph: In answer to a question by Mr Kilgour, Mr Comiskey said that he was of opinion that the County Council should by a special vote, pay the debts of the Road Board. The money had been well — [563, 1518, 688, 1564]
article-paragraph: The meeting then adjourned. — [706, 231, 791, 241]
table-total-row — [155, 545, 280, 554]
masthead — [14, 6, 1100, 33]
divider — [155, 845, 280, 846]
divider — [853, 373, 943, 374]
item-amount: 23 0 0 — [262, 493, 280, 502]
article-paragraph: The Auckland Evening News of the 16th November says:—An elderly man named Todd was walking along Queen street wharf this afternoon, near the Custom-house Quay, when he was seen to fall into the water. The third officer of the Lord Ashley, Mr Furlong, — [291, 1258, 416, 1322]
divider — [717, 544, 806, 545]
item-name: Tea — [155, 601, 166, 610]
letter-paragraph: Sir,—In your issue of the 26th instant there appears a letter signed "Enquirer," relative to the "Burial of destitute persons." As his knowledge of the case appears to me to be founded more on hearsay evidence, and having a thorough knowledge of the facts, I can inform him that Mr Sampson's expenses were in excess of the amount subscribed, and I have much pleasure in contradicting "Enquirer's" statements in toto. — [699, 722, 824, 823]
